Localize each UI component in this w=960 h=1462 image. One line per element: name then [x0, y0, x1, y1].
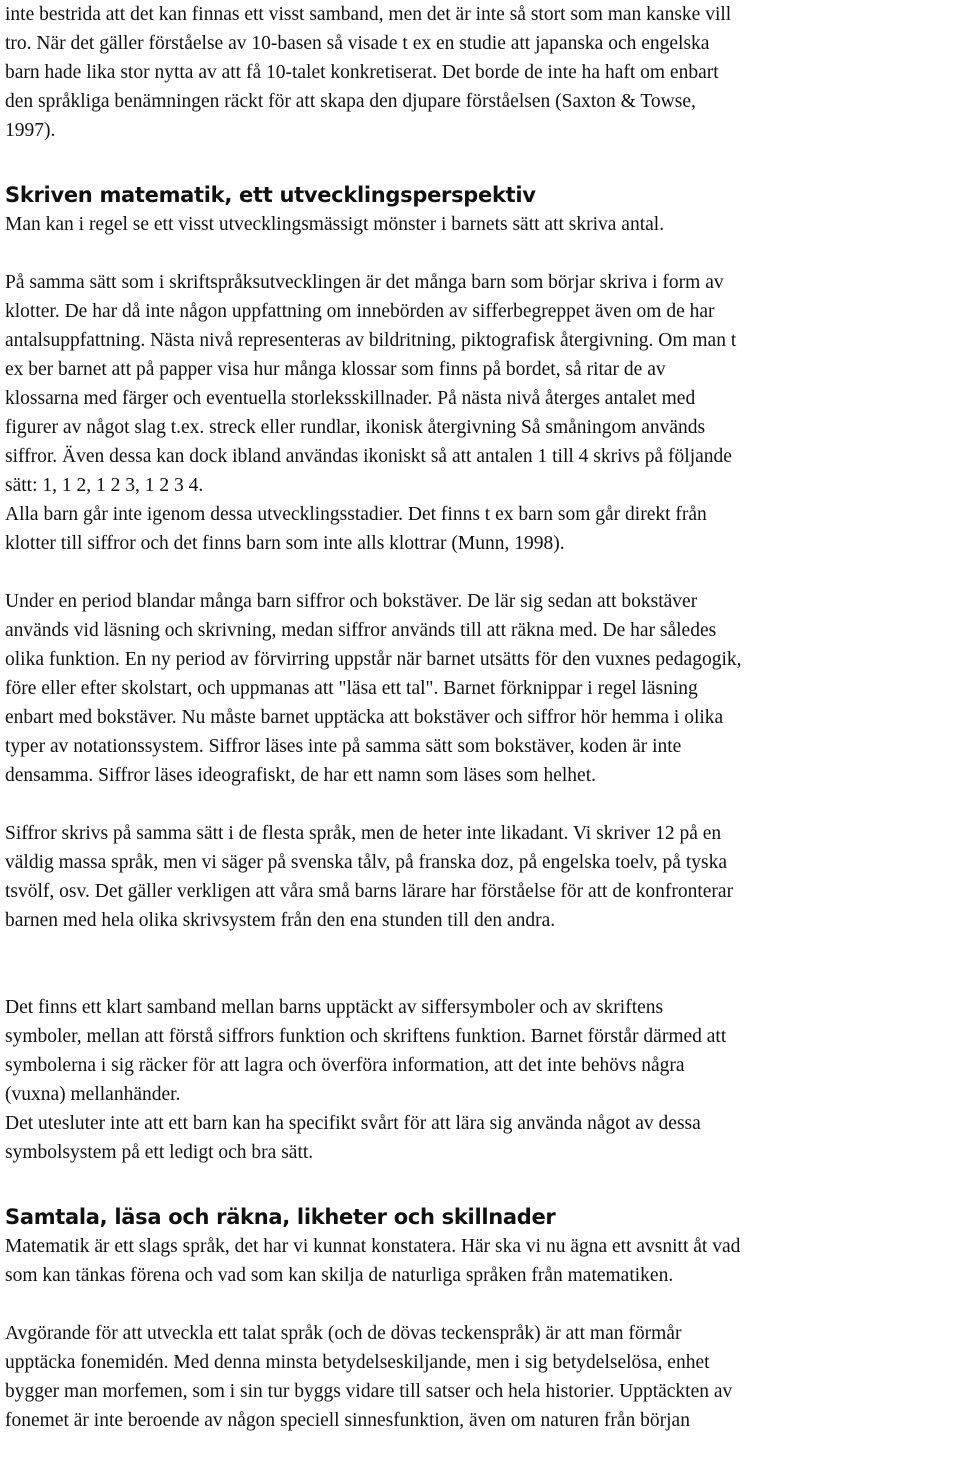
paragraph-digits-and-letters: Under en period blandar många barn siffror och bokstäver. De lär sig sedan att bokstäver används vid läsning och skrivning, medan siffror används till att räkna med. De har således olika funktion. En ny period av förvirring uppstår när barnet utsätts för den vuxnes pedagogik, före eller efter skolstart, och uppmanas att "läsa ett tal". Barnet förknippar i regel läsning enbart med bokstäver. Nu måste barnet upptäcka att bokstäver och siffror hör hemma i olika typer av notationssystem. Siffror läses inte på samma sätt som bokstäver, koden är inte densamma. Siffror läses ideografiskt, de har ett namn som läses som helhet. — [5, 591, 742, 786]
paragraph-math-language: Matematik är ett slags språk, det har vi kunnat konstatera. Här ska vi nu ägna ett avsnitt åt vad som kan tänkas förena och vad som kan skilja de naturliga språken från matematiken. — [5, 1236, 741, 1286]
spacer — [5, 558, 957, 587]
paragraph-symbol-connection: Det finns ett klart samband mellan barns upptäckt av siffersymboler och av skriftens symboler, mellan att förstå siffrors funktion och skriftens funktion. Barnet förstår därmed att symbolerna i sig räcker för att lagra och överföra information, att det inte behövs några (vuxna) mellanhänder. Det utesluter inte att ett barn kan ha specifikt svårt för att lära sig använda något av dessa symbolsystem på ett ledigt och bra sätt. — [5, 997, 727, 1163]
spacer — [5, 239, 957, 268]
paragraph-languages-numbers: Siffror skrivs på samma sätt i de flesta språk, men de heter inte likadant. Vi skriver 12 på en väldig massa språk, men vi säger på svenska tålv, på franska doz, på engelska toelv, på tyska tsvölf, osv. Det gäller verkligen att våra små barns lärare har förståelse för att de konfronterar barnen med hela olika skrivsystem från den ena stunden till den andra. — [5, 823, 734, 931]
section-heading-written-math: Skriven matematik, ett utvecklingsperspektiv — [5, 183, 536, 207]
paragraph-development-pattern: Man kan i regel se ett visst utvecklingsmässigt mönster i barnets sätt att skriva antal. — [5, 214, 665, 235]
document-page — [5, 0, 957, 1435]
paragraph-phoneme-idea: Avgörande för att utveckla ett talat språk (och de dövas teckenspråk) är att man förmår upptäcka fonemidén. Med denna minsta betydelseskiljande, men i sig betydelselösa, enhet bygger man morfemen, som i sin tur byggs vidare till satser och hela historier. Upptäckten av fonemet är inte beroende av någon speciell sinnesfunktion, även om naturen från början — [5, 1323, 733, 1431]
spacer — [5, 1167, 957, 1202]
section-heading-talk-read-count: Samtala, läsa och räkna, likheter och skillnader — [5, 1205, 556, 1229]
spacer — [5, 145, 957, 180]
paragraph-scribble-stages: På samma sätt som i skriftspråksutvecklingen är det många barn som börjar skriva i form av klotter. De har då inte någon uppfattning om innebörden av sifferbegreppet även om de har antalsuppfattning. Nästa nivå representeras av bildritning, piktografisk återgivning. Om man t ex ber barnet att på papper visa hur många klossar som finns på bordet, så ritar de av klossarna med färger och eventuella storleksskillnader. På nästa nivå återges antalet med figurer av något slag t.ex. streck eller rundlar, ikonisk återgivning Så småningom används siffror. Även dessa kan dock ibland användas ikoniskt så att antalen 1 till 4 skrivs på följande sätt: 1, 1 2, 1 2 3, 1 2 3 4. Alla barn går inte igenom dessa utvecklingsstadier. Det finns t ex barn som går direkt från klotter till siffror och det finns barn som inte alls klottrar (Munn, 1998). — [5, 272, 737, 554]
spacer — [5, 1290, 957, 1319]
paragraph-intro: inte bestrida att det kan finnas ett visst samband, men det är inte så stort som man kanske vill tro. När det gäller förståelse av 10-basen så visade t ex en studie att japanska och engelska barn hade lika stor nytta av att få 10-talet konkretiserat. Det borde de inte ha haft om enbart den språkliga benämningen räckt för att skapa den djupare förståelsen (Saxton & Towse, 1997). — [5, 4, 732, 141]
spacer — [5, 935, 957, 993]
spacer — [5, 790, 957, 819]
